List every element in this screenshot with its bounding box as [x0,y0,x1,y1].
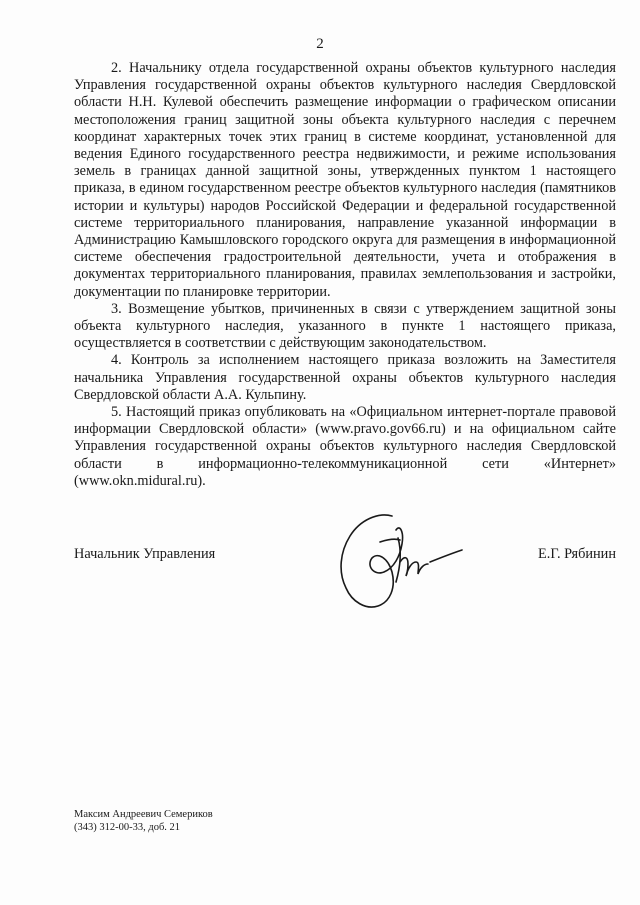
handwritten-signature [320,502,470,622]
paragraph-4: 4. Контроль за исполнением настоящего приказа возложить на Заместителя начальника Управления государственной охраны объектов культурного наследия Свердловской области А.А. Кульпину. [74,352,616,403]
paragraph-5: 5. Настоящий приказ опубликовать на «Официальном интернет-портале правовой информации Свердловской области» (www.pravo.gov66.ru) и на официальном сайте Управления государственной охраны объектов культурного наследия Свердловской области в информационно-телекоммуникационной сети «Интернет» (www.okn.midural.ru). [74,404,616,489]
executor-phone: (343) 312-00-33, доб. 21 [74,822,181,833]
executor-info [74,808,213,834]
executor-name: Максим Андреевич Семериков [74,809,213,820]
paragraph-2: 2. Начальнику отдела государственной охраны объектов культурного наследия Управления государственной охраны объектов культурного наследия Свердловской области Н.Н. Кулевой обеспечить размещение информации о графическом описании местоположения границ защитной зоны объекта культурного наследия с перечнем координат характерных точек этих границ в системе координат, установленной для ведения Единого государственного реестра недвижимости, и режиме использования земель в границах данной защитной зоны, утвержденных пунктом 1 настоящего приказа, в едином государственном реестре объектов культурного наследия (памятников истории и культуры) народов Российской Федерации и федеральной государственной системе территориального планирования, направление указанной информации в Администрацию Камышловского городского округа для размещения в информационной системе обеспечения градостроительной деятельности, учета и отображения в документах территориального планирования, правилах землепользования и застройки, документации по планировке территории. [74,60,616,300]
signatory-name: Е.Г. Рябинин [538,546,616,562]
page-number: 2 [316,36,324,52]
document-body [74,60,616,490]
paragraph-3: 3. Возмещение убытков, причиненных в связи с утверждением защитной зоны объекта культурного наследия, указанного в пункте 1 настоящего приказа, осуществляется в соответствии с действующим законодательством. [74,300,616,352]
signatory-position: Начальник Управления [74,546,216,562]
